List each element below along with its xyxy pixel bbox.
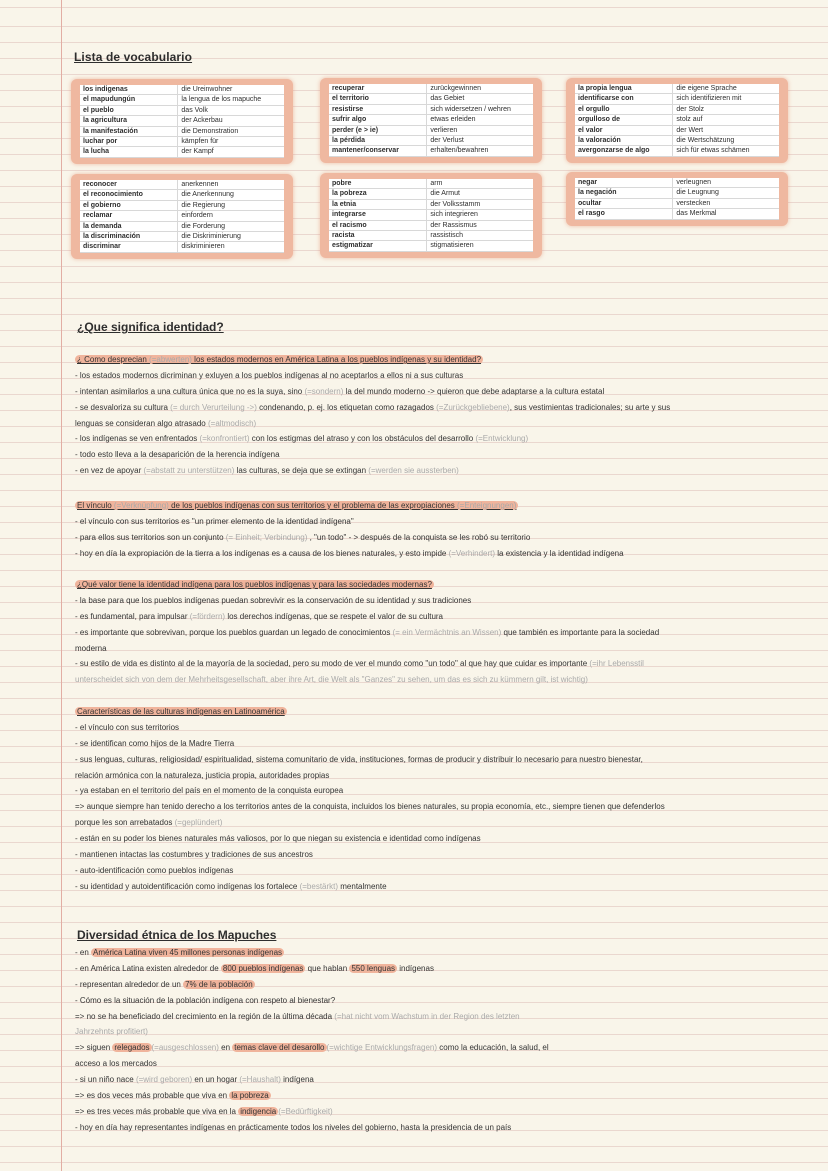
vocab-spanish: la pobreza: [329, 189, 427, 199]
vocab-row: [80, 85, 284, 95]
translation-note: (=wird geboren): [135, 1075, 193, 1085]
note-text: - se identifican como hijos de la Madre Tierra: [75, 738, 235, 748]
note-line: [75, 463, 735, 479]
note-line: [75, 1040, 735, 1056]
vocab-spanish: la demanda: [80, 221, 178, 231]
translation-note: (=konfrontiert): [199, 434, 250, 444]
note-line: [75, 879, 735, 895]
note-text: - intentan asimilarlos a una cultura única que no es la suya, sino: [75, 386, 305, 396]
vocab-row: [80, 147, 284, 157]
note-text: que hablan: [305, 963, 350, 973]
note-line: [75, 736, 735, 752]
note-text: - los estados modernos dicriminan y exluyen a los pueblos indígenas al no aceptarlos a ellos ni a sus culturas: [75, 370, 464, 380]
translation-note: Jahrzehnts profitiert): [75, 1027, 148, 1037]
vocab-box-4: [71, 174, 293, 259]
translation-note: (=hat nicht vom Wachstum in der Region des letzten: [334, 1011, 520, 1021]
vocab-spanish: la agricultura: [80, 116, 178, 126]
vocab-row: [329, 210, 533, 220]
vocab-row: [80, 211, 284, 221]
vocab-row: [329, 125, 533, 135]
note-text: mentalmente: [338, 881, 387, 891]
vocab-spanish: el orgullo: [575, 104, 673, 114]
translation-note: (=Entwicklung): [475, 434, 529, 444]
note-text: - el vínculo con sus territorios es "un primer elemento de la identidad indígena": [75, 516, 354, 526]
vocab-german: rassistisch: [427, 231, 533, 241]
vocab-spanish: la negación: [575, 188, 673, 198]
vocab-row: [575, 136, 779, 146]
vocab-german: stigmatisieren: [427, 241, 533, 251]
vocab-spanish: avergonzarse de algo: [575, 146, 673, 156]
vocab-german: verstecken: [673, 198, 779, 208]
vocab-row: [80, 116, 284, 126]
vocab-row: [80, 180, 284, 190]
vocab-spanish: el gobierno: [80, 200, 178, 210]
note-line: [75, 993, 735, 1009]
vocab-german: der Verlust: [427, 136, 533, 146]
vocab-row: [80, 242, 284, 252]
note-text: - su identidad y autoidentificación como indígenas los fortalece: [75, 881, 300, 891]
vocab-row: [329, 231, 533, 241]
vocab-spanish: los indigenas: [80, 85, 178, 95]
translation-note: (= ein Vermächtnis an Wissen): [392, 627, 502, 637]
vocab-spanish: el rasgo: [575, 209, 673, 219]
vocab-spanish: reclamar: [80, 211, 178, 221]
vocab-german: kämpfen für: [178, 137, 284, 147]
note-text: - para ellos sus territorios son un conjunto: [75, 532, 226, 542]
vocab-row: [329, 104, 533, 114]
vocab-german: diskriminieren: [178, 242, 284, 252]
note-line: [75, 447, 735, 463]
note-line: [75, 720, 735, 736]
vocab-row: [575, 94, 779, 104]
vocab-spanish: la lucha: [80, 147, 178, 157]
vocab-row: [80, 105, 284, 115]
vocab-german: die Leugnung: [673, 188, 779, 198]
vocab-spanish: la propia lengua: [575, 84, 673, 94]
vocab-spanish: orgulloso de: [575, 115, 673, 125]
translation-note: (=Bedürftigkeit): [278, 1106, 333, 1116]
vocab-row: [575, 104, 779, 114]
section-title-identidad: ¿Que significa identidad?: [77, 320, 224, 334]
note-line: [75, 514, 735, 530]
vocab-row: [329, 179, 533, 189]
vocab-spanish: recuperar: [329, 84, 427, 94]
note-line: [75, 799, 735, 815]
note-text: , sus vestimientas tradicionales; su arte y sus: [509, 402, 671, 412]
note-text: la del mundo moderno -> quieron que debe adaptarse a la cultura estatal: [343, 386, 605, 396]
note-line: [75, 368, 735, 384]
vocab-row: [575, 146, 779, 156]
note-text: - los indígenas se ven enfrentados: [75, 434, 200, 444]
question-4: [75, 704, 735, 895]
note-line: [75, 656, 735, 672]
vocab-spanish: el territorio: [329, 94, 427, 104]
vocab-spanish: el racismo: [329, 220, 427, 230]
note-line: [75, 977, 735, 993]
note-line: [75, 416, 735, 432]
highlight: 7% de la población: [185, 979, 253, 989]
translation-note: (=werden sie aussterben): [368, 466, 459, 476]
note-text: - se desvaloriza su cultura: [75, 402, 171, 412]
note-text: como la educación, la salud, el: [437, 1043, 549, 1053]
note-text: relación armónica con la naturaleza, justicia propia, autoridades propias: [75, 770, 330, 780]
vocab-german: die Demonstration: [178, 126, 284, 136]
vocab-spanish: la etnia: [329, 199, 427, 209]
note-text: => siguen: [75, 1043, 113, 1053]
vocab-german: arm: [427, 179, 533, 189]
note-text: - hoy en día hay representantes indígenas en prácticamente todos los niveles del gobierno, hasta la presidencia de un país: [75, 1122, 512, 1132]
vocab-spanish: la discriminación: [80, 232, 178, 242]
question-heading: ¿Qué valor tiene la identidad indígena para los pueblos indígenas y para las sociedades modernas?: [77, 580, 432, 589]
note-text: - la base para que los pueblos indígenas puedan sobrevivir es la conservación de su identidad y sus tradiciones: [75, 595, 472, 605]
translation-note: (=fördern): [189, 611, 226, 621]
vocab-spanish: la manifestación: [80, 126, 178, 136]
note-line: [75, 431, 735, 447]
note-line: [75, 641, 735, 657]
vocab-german: sich integrieren: [427, 210, 533, 220]
vocab-row: [575, 115, 779, 125]
vocab-row: [575, 209, 779, 219]
note-text: - si un niño nace: [75, 1075, 136, 1085]
note-text: => es dos veces más probable que viva en: [75, 1091, 230, 1101]
vocab-german: der Stolz: [673, 104, 779, 114]
section-title-mapuches: Diversidad étnica de los Mapuches: [77, 928, 277, 942]
highlight: temas clave del desarollo: [234, 1043, 325, 1053]
page-title: Lista de vocabulario: [74, 50, 193, 64]
note-line: [75, 752, 735, 768]
note-text: - hoy en día la expropiación de la tierra a los indígenas es a causa de los bienes naturales, y esto impide: [75, 548, 449, 558]
vocab-spanish: estigmatizar: [329, 241, 427, 251]
question-heading: ¿ Como desprecian (=abwerten) los estados modernos en América Latina a los pueblos indígenas y su identidad?: [77, 355, 482, 364]
note-text: - es importante que sobrevivan, porque los pueblos guardan un legado de conocimientos: [75, 627, 393, 637]
note-text: - auto-identificación como pueblos indígenas: [75, 865, 234, 875]
vocab-german: die eigene Sprache: [673, 84, 779, 94]
note-line: [75, 384, 735, 400]
note-line: [75, 945, 735, 961]
vocab-german: zurückgewinnen: [427, 84, 533, 94]
vocab-german: verleugnen: [673, 178, 779, 188]
note-line: [75, 1120, 735, 1136]
vocab-german: der Volksstamm: [427, 199, 533, 209]
highlight: relegados: [114, 1043, 150, 1053]
vocab-spanish: la valoración: [575, 136, 673, 146]
note-text: indígena: [280, 1075, 314, 1085]
translation-note: unterscheidet sich von dem der Mehrheitsgesellschaft, aber ihre Art, die Welt als "Ganzes" zu sehen, um das es sich zu kümmern gilt, ist wichtig): [75, 675, 588, 685]
note-line: [75, 831, 735, 847]
note-text: - es fundamental, para impulsar: [75, 611, 190, 621]
translation-note: (= Einheit; Verbindung): [225, 532, 308, 542]
vocab-row: [80, 95, 284, 105]
vocab-box-2: [320, 78, 542, 163]
translation-note: (=geplündert): [174, 818, 223, 828]
vocab-spanish: el reconocimiento: [80, 190, 178, 200]
note-text: => es tres veces más probable que viva en la: [75, 1106, 239, 1116]
note-text: condenando, p. ej. los etiquetan como razagados: [256, 402, 437, 412]
note-text: lenguas se consideran algo atrasado: [75, 418, 208, 428]
vocab-spanish: perder (e > ie): [329, 125, 427, 135]
translation-note: (= durch Verurteilung ->): [170, 402, 257, 412]
vocab-row: [80, 137, 284, 147]
note-text: - en América Latina existen alrededor de: [75, 963, 221, 973]
vocab-spanish: el valor: [575, 125, 673, 135]
vocab-row: [329, 84, 533, 94]
translation-note: (=abstatt zu unterstützen): [143, 466, 235, 476]
vocab-spanish: luchar por: [80, 137, 178, 147]
note-text: porque les son arrebatados: [75, 818, 175, 828]
vocab-german: das Merkmal: [673, 209, 779, 219]
highlight: 550 lenguas: [351, 963, 396, 973]
vocab-spanish: reconocer: [80, 180, 178, 190]
vocab-german: die Forderung: [178, 221, 284, 231]
note-line: [75, 768, 735, 784]
vocab-spanish: la pérdida: [329, 136, 427, 146]
question-heading: Características de las culturas indígenas en Latinoamérica: [77, 707, 285, 716]
margin-line: [61, 0, 62, 1171]
note-text: en un hogar: [192, 1075, 240, 1085]
vocab-german: die Armut: [427, 189, 533, 199]
vocab-spanish: racista: [329, 231, 427, 241]
note-line: [75, 815, 735, 831]
note-line: [75, 1104, 735, 1120]
vocab-german: sich widersetzen / wehren: [427, 104, 533, 114]
note-line: [75, 863, 735, 879]
question-1: [75, 352, 735, 479]
vocab-german: anerkennen: [178, 180, 284, 190]
question-3: [75, 577, 735, 688]
vocab-row: [329, 241, 533, 251]
translation-note: (=wichtige Entwicklungsfragen): [326, 1043, 438, 1053]
note-text: moderna: [75, 643, 107, 653]
note-text: las culturas, se deja que se extingan: [234, 466, 369, 476]
vocab-german: etwas erleiden: [427, 115, 533, 125]
vocab-german: das Volk: [178, 105, 284, 115]
note-text: , "un todo" - > después de la conquista se les robó su territorio: [307, 532, 531, 542]
note-line: [75, 961, 735, 977]
translation-note: (=Verhindert): [448, 548, 496, 558]
highlight: la pobreza: [231, 1091, 269, 1101]
vocab-row: [80, 126, 284, 136]
vocab-german: sich für etwas schämen: [673, 146, 779, 156]
vocab-row: [329, 220, 533, 230]
vocab-spanish: mantener/conservar: [329, 146, 427, 156]
translation-note: (=bestärkt): [299, 881, 339, 891]
note-text: - el vínculo con sus territorios: [75, 722, 180, 732]
vocab-row: [575, 188, 779, 198]
vocab-row: [80, 200, 284, 210]
note-text: en: [218, 1043, 233, 1053]
note-line: [75, 1024, 735, 1040]
note-text: los derechos indígenas, que se respete el valor de su cultura: [225, 611, 444, 621]
translation-note: (=ihr Lebensstil: [589, 659, 644, 669]
note-text: - en vez de apoyar: [75, 466, 144, 476]
translation-note: (=Haushalt): [239, 1075, 281, 1085]
note-line: [75, 546, 735, 562]
note-text: => no se ha beneficiado del crecimiento en la región de la última década: [75, 1011, 335, 1021]
highlight: 800 pueblos indígenas: [222, 963, 304, 973]
note-text: que también es importante para la sociedad: [501, 627, 660, 637]
vocab-spanish: sufrir algo: [329, 115, 427, 125]
vocab-row: [329, 136, 533, 146]
vocab-spanish: el pueblo: [80, 105, 178, 115]
note-line: [75, 1088, 735, 1104]
note-text: indígenas: [397, 963, 434, 973]
vocab-row: [575, 84, 779, 94]
vocab-german: der Kampf: [178, 147, 284, 157]
note-text: - están en su poder los bienes naturales más valiosos, por lo que niegan su existencia e identidad como indígenas: [75, 834, 481, 844]
vocab-row: [329, 199, 533, 209]
vocab-german: die Diskriminierung: [178, 232, 284, 242]
note-line: [75, 593, 735, 609]
vocab-spanish: resistirse: [329, 104, 427, 114]
mapuche-notes: [75, 945, 735, 1136]
vocab-row: [329, 94, 533, 104]
vocab-row: [329, 189, 533, 199]
vocab-german: die Ureinwohner: [178, 85, 284, 95]
translation-note: (=altmodisch): [207, 418, 257, 428]
note-text: - mantienen intactas las costumbres y tradiciones de sus ancestros: [75, 850, 313, 860]
translation-note: (=Zurückgebliebene): [436, 402, 510, 412]
vocab-german: einfordern: [178, 211, 284, 221]
note-line: [75, 530, 735, 546]
note-text: - representan alrededor de un: [75, 979, 184, 989]
note-text: - sus lenguas, culturas, religiosidad/ espiritualidad, sistema comunitario de vida, instituciones, formas de producir y distribuir lo necesario para nuestro bienestar,: [75, 754, 643, 764]
note-line: [75, 1072, 735, 1088]
note-text: acceso a los mercados: [75, 1059, 157, 1069]
vocab-spanish: identificarse con: [575, 94, 673, 104]
note-line: [75, 1056, 735, 1072]
vocab-german: der Wert: [673, 125, 779, 135]
vocab-german: stolz auf: [673, 115, 779, 125]
vocab-row: [80, 232, 284, 242]
vocab-spanish: ocultar: [575, 198, 673, 208]
vocab-row: [80, 190, 284, 200]
question-2: [75, 498, 735, 562]
note-text: => aunque siempre han tenido derecho a los territorios antes de la conquista, incluidos los bienes naturales, su propia economía, etc., siempre tienen que defenderlos: [75, 802, 665, 812]
vocab-german: sich identifizieren mit: [673, 94, 779, 104]
vocab-row: [80, 221, 284, 231]
vocab-spanish: pobre: [329, 179, 427, 189]
vocab-row: [575, 178, 779, 188]
note-text: - Cómo es la situación de la población indígena con respeto al bienestar?: [75, 995, 336, 1005]
vocab-row: [575, 198, 779, 208]
vocab-german: die Wertschätzung: [673, 136, 779, 146]
note-line: [75, 625, 735, 641]
vocab-spanish: discriminar: [80, 242, 178, 252]
vocab-german: erhalten/bewahren: [427, 146, 533, 156]
vocab-box-6: [566, 172, 788, 226]
vocab-spanish: negar: [575, 178, 673, 188]
note-text: - ya estaban en el territorio del país en el momento de la conquista europea: [75, 786, 344, 796]
vocab-row: [575, 125, 779, 135]
vocab-german: verlieren: [427, 125, 533, 135]
note-text: - todo esto lleva a la desaparición de la herencia indígena: [75, 450, 280, 460]
note-text: - su estilo de vida es distinto al de la mayoría de la sociedad, pero su modo de ver el mundo como "un todo" al que hay que cuidar es importante: [75, 659, 590, 669]
note-line: [75, 783, 735, 799]
vocab-box-1: [71, 79, 293, 164]
vocab-german: das Gebiet: [427, 94, 533, 104]
note-line: [75, 847, 735, 863]
vocab-german: die Anerkennung: [178, 190, 284, 200]
highlight: América Latina viven 45 millones personas indígenas: [93, 948, 283, 957]
vocab-row: [329, 115, 533, 125]
vocab-spanish: integrarse: [329, 210, 427, 220]
note-text: la existencia y la identidad indígena: [495, 548, 624, 558]
vocab-german: der Rassismus: [427, 220, 533, 230]
vocab-spanish: el mapudungún: [80, 95, 178, 105]
note-text: con los estigmas del atraso y con los obstáculos del desarrollo: [249, 434, 476, 444]
translation-note: (=sondern): [304, 386, 344, 396]
vocab-box-3: [566, 78, 788, 163]
vocab-german: la lengua de los mapuche: [178, 95, 284, 105]
highlight: indigencia: [240, 1106, 277, 1116]
vocab-row: [329, 146, 533, 156]
note-text: - en: [75, 948, 92, 957]
note-line: [75, 1009, 735, 1025]
note-line: [75, 609, 735, 625]
vocab-german: der Ackerbau: [178, 116, 284, 126]
note-line: [75, 400, 735, 416]
note-line: [75, 672, 735, 688]
translation-note: (=ausgeschlossen): [151, 1043, 219, 1053]
vocab-box-5: [320, 173, 542, 258]
question-heading: El vínculo (=Verknüpfung) de los pueblos indígenas con sus territorios y el problema de las expropiaciones (=Enteignungen): [77, 501, 517, 510]
vocab-german: die Regierung: [178, 200, 284, 210]
